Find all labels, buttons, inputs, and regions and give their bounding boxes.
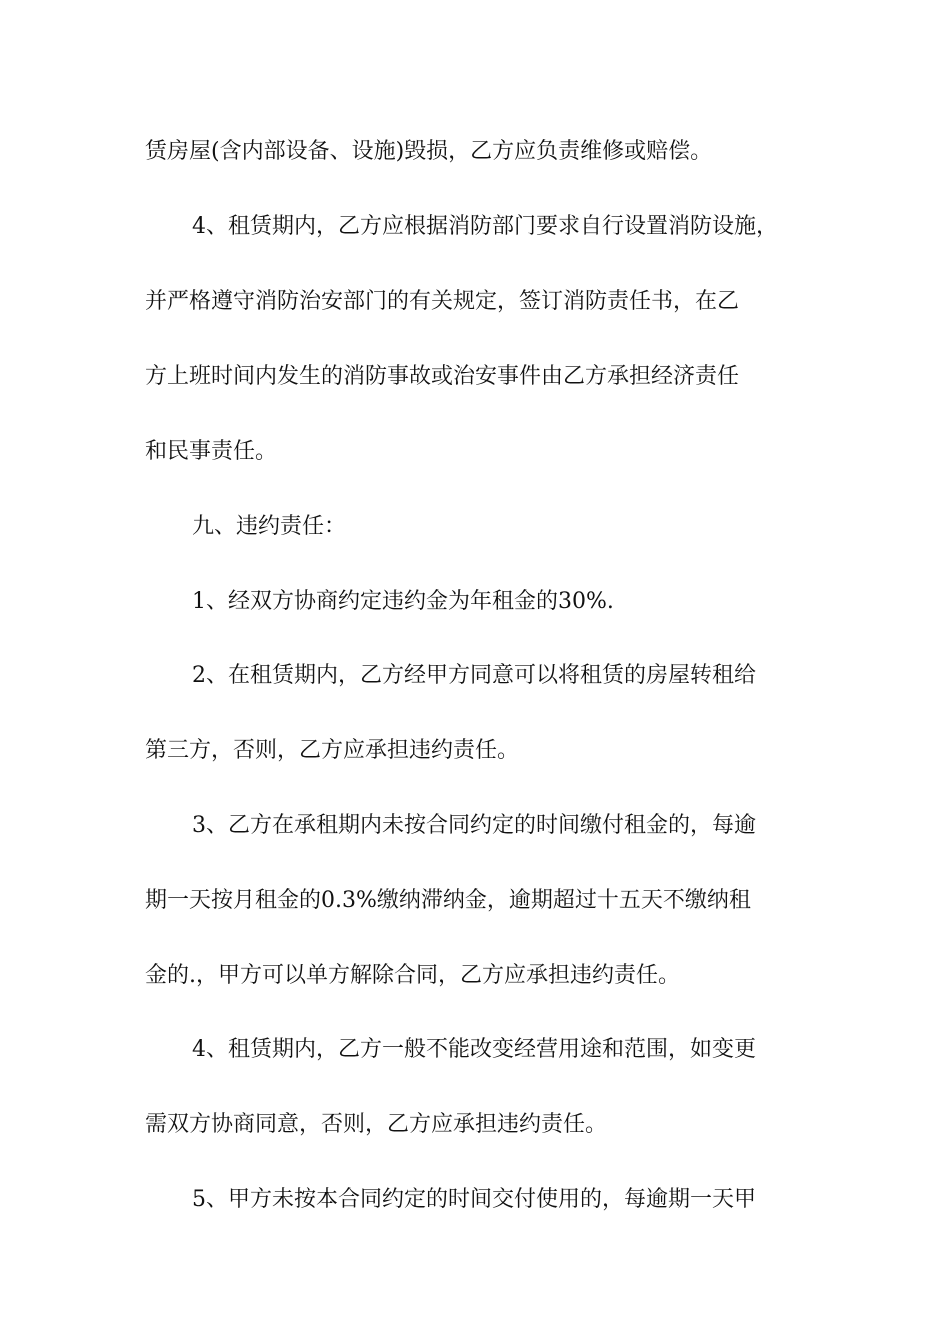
paragraph-line: 并严格遵守消防治安部门的有关规定，签订消防责任书，在乙 <box>145 289 740 314</box>
paragraph-line: 2、在租赁期内，乙方经甲方同意可以将租赁的房屋转租给 <box>192 663 756 688</box>
paragraph-line: 赁房屋(含内部设备、设施)毁损，乙方应负责维修或赔偿。 <box>145 139 713 164</box>
paragraph-line: 4、租赁期内，乙方一般不能改变经营用途和范围，如变更 <box>192 1037 756 1062</box>
paragraph-line: 和民事责任。 <box>145 439 278 464</box>
paragraph-line: 第三方，否则，乙方应承担违约责任。 <box>145 738 520 763</box>
paragraph-line: 方上班时间内发生的消防事故或治安事件由乙方承担经济责任 <box>145 364 740 389</box>
paragraph-line: 5、甲方未按本合同约定的时间交付使用的，每逾期一天甲 <box>192 1187 756 1212</box>
paragraph-line: 金的.，甲方可以单方解除合同，乙方应承担违约责任。 <box>145 963 680 988</box>
paragraph-line: 期一天按月租金的0.3%缴纳滞纳金，逾期超过十五天不缴纳租 <box>145 888 751 913</box>
paragraph-line: 需双方协商同意，否则，乙方应承担违约责任。 <box>145 1112 608 1137</box>
paragraph-line: 1、经双方协商约定违约金为年租金的30%. <box>192 589 614 614</box>
section-heading: 九、违约责任： <box>192 514 347 539</box>
paragraph-line: 4、租赁期内，乙方应根据消防部门要求自行设置消防设施， <box>192 214 778 239</box>
paragraph-line: 3、乙方在承租期内未按合同约定的时间缴付租金的，每逾 <box>192 813 756 838</box>
